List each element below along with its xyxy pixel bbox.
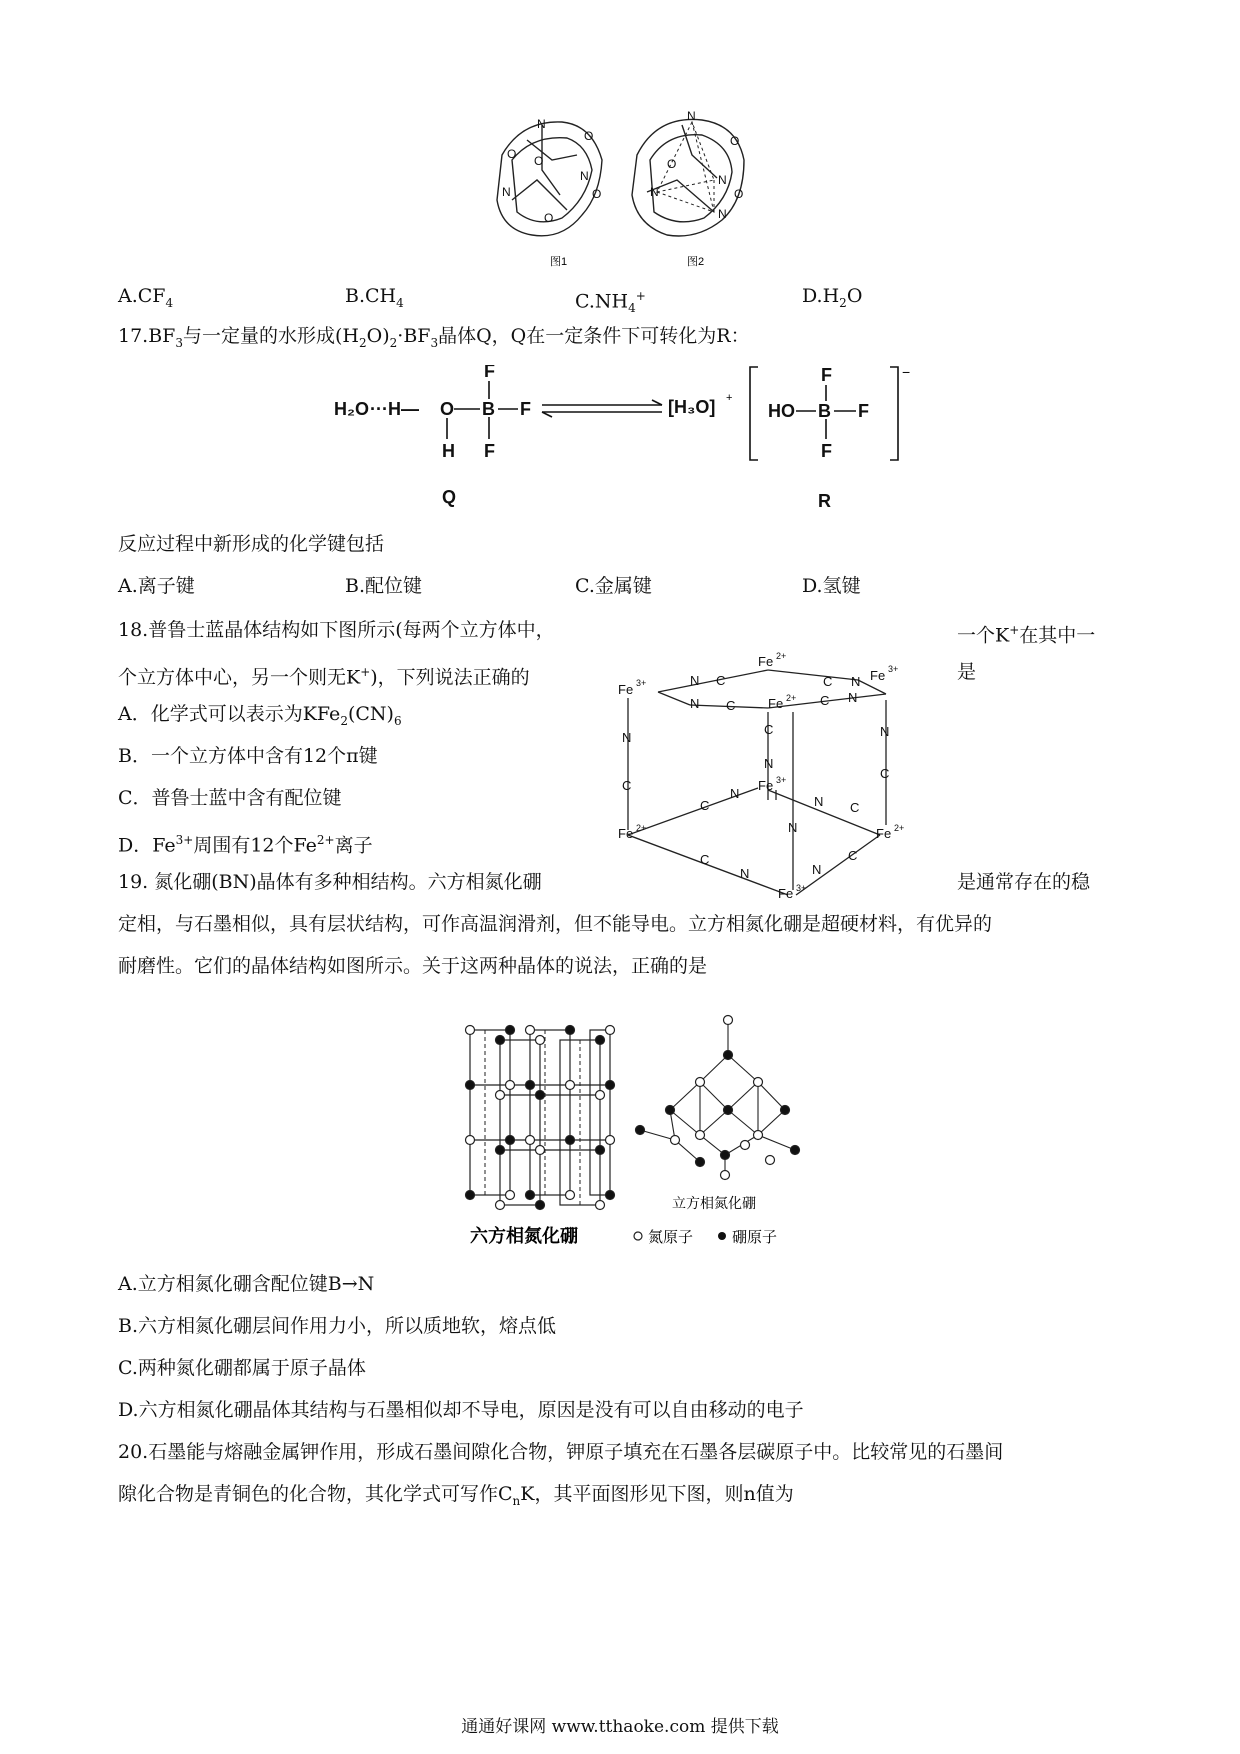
- reaction-scheme: [330, 365, 920, 515]
- svg-text:−: −: [902, 365, 911, 380]
- svg-text:2+: 2+: [776, 651, 787, 661]
- question-20-stem-line1: 20.石墨能与熔融金属钾作用，形成石墨间隙化合物，钾原子填充在石墨各层碳原子中。比较常见的石墨间: [118, 1441, 1004, 1463]
- nitrogen-legend-label: 氮原子: [648, 1229, 694, 1246]
- option-b: B.配位键: [345, 575, 423, 597]
- atom-label: N: [718, 173, 727, 187]
- atom-label: O: [730, 134, 740, 148]
- fe-label: Fe: [758, 654, 774, 669]
- option-b: B．一个立方体中含有12个π键: [118, 745, 378, 767]
- svg-text:HO: HO: [768, 401, 795, 421]
- option-d: $D.H_2O$: [802, 285, 863, 310]
- svg-text:N: N: [690, 696, 700, 711]
- svg-text:C: C: [700, 852, 710, 867]
- atom-label: O: [667, 157, 677, 171]
- svg-text:Q: Q: [442, 487, 457, 507]
- svg-text:C: C: [622, 778, 632, 793]
- option-c: C.两种氮化硼都属于原子晶体: [118, 1357, 366, 1379]
- atom-label: O: [544, 211, 554, 225]
- fe-label: Fe: [618, 682, 634, 697]
- svg-text:2+: 2+: [786, 693, 797, 703]
- boron-legend-icon: [718, 1232, 726, 1240]
- svg-text:N: N: [764, 756, 774, 771]
- question-19-stem-line1: 19. 氮化硼(BN)晶体有多种相结构。六方相氮化硼: [118, 871, 542, 893]
- option-b: $B.CH_4$: [345, 285, 404, 310]
- svg-text:H: H: [442, 441, 455, 461]
- svg-text:3+: 3+: [776, 775, 787, 785]
- svg-text:F: F: [520, 399, 531, 419]
- fe-label: Fe: [876, 826, 892, 841]
- question-17-stem: $17.BF_3$与一定量的水形成$(H_2O)_2\cdot BF_3$晶体Q，Q在一定条件下可转化为R：: [118, 325, 750, 350]
- svg-text:3+: 3+: [796, 883, 807, 893]
- svg-text:R: R: [818, 491, 831, 511]
- fe-label: Fe: [758, 778, 774, 793]
- footer-source: 通通好课网 www.tthaoke.com 提供下载: [461, 1717, 779, 1737]
- svg-text:N: N: [814, 794, 824, 809]
- svg-text:B: B: [482, 399, 495, 419]
- option-b: B.六方相氮化硼层间作用力小，所以质地软，熔点低: [118, 1315, 557, 1337]
- hex-bn-caption: 六方相氮化硼: [470, 1226, 578, 1246]
- option-c: $C.NH_4^+$: [575, 289, 646, 316]
- boron-legend-label: 硼原子: [732, 1229, 778, 1246]
- atom-label: O: [592, 187, 602, 201]
- svg-text:C: C: [716, 673, 726, 688]
- fe-label: Fe: [618, 826, 634, 841]
- option-a: A.立方相氮化硼含配位键B→N: [118, 1273, 375, 1295]
- svg-text:N: N: [812, 862, 822, 877]
- svg-text:+: +: [726, 392, 733, 404]
- cubic-bn-caption: 立方相氮化硼: [672, 1195, 756, 1211]
- option-a: A．化学式可以表示为$KFe_2(CN)_6$: [118, 703, 402, 728]
- svg-text:F: F: [484, 365, 495, 381]
- atom-label: N: [580, 169, 589, 183]
- svg-text:N: N: [880, 724, 890, 739]
- svg-text:[H₃O]: [H₃O]: [668, 397, 716, 417]
- svg-text:F: F: [821, 365, 832, 385]
- atom-label: N: [537, 117, 546, 131]
- svg-text:C: C: [823, 674, 833, 689]
- atom-label: O: [534, 154, 544, 168]
- option-d: D.六方相氮化硼晶体其结构与石墨相似却不导电，原因是没有可以自由移动的电子: [118, 1399, 804, 1421]
- svg-text:N: N: [690, 673, 700, 688]
- svg-text:3+: 3+: [888, 664, 899, 674]
- atom-label: O: [734, 187, 744, 201]
- svg-text:N: N: [740, 866, 750, 881]
- option-a: $A.CF_4$: [118, 285, 174, 310]
- question-20-stem-line2: 隙化合物是青铜色的化合物，其化学式可写作$C_nK$，其平面图形见下图，则n值为: [118, 1483, 794, 1508]
- svg-text:···H—: ···H—: [370, 399, 419, 419]
- atom-label: N: [502, 185, 511, 199]
- option-d: D.氢键: [802, 575, 861, 597]
- question-18-stem-line1-right: 一个K+在其中一: [957, 623, 1096, 647]
- svg-text:O: O: [440, 399, 455, 419]
- figure-label-2: 图2: [687, 256, 705, 268]
- svg-text:C: C: [848, 848, 858, 863]
- question-18-stem-line1: 18.普鲁士蓝晶体结构如下图所示(每两个立方体中，: [118, 619, 555, 641]
- svg-text:N: N: [788, 820, 798, 835]
- svg-text:3+: 3+: [636, 678, 647, 688]
- atom-label: O: [584, 129, 594, 143]
- svg-text:N: N: [848, 690, 858, 705]
- svg-text:N: N: [730, 786, 740, 801]
- boron-nitride-figure: [460, 1010, 840, 1250]
- svg-text:C: C: [700, 798, 710, 813]
- question-18-stem-line2: 个立方体中心，另一个则无K+)，下列说法正确的: [118, 665, 530, 689]
- fe-label: Fe: [778, 886, 794, 901]
- cryptand-figure: [482, 100, 762, 270]
- svg-text:C: C: [850, 800, 860, 815]
- svg-text:N: N: [622, 730, 632, 745]
- svg-text:C: C: [820, 693, 830, 708]
- fe-label: Fe: [768, 696, 784, 711]
- nitrogen-legend-icon: [634, 1232, 642, 1240]
- prussian-blue-figure: [618, 650, 938, 902]
- svg-text:F: F: [858, 401, 869, 421]
- svg-text:2+: 2+: [894, 823, 905, 833]
- question-19-stem-line3: 耐磨性。它们的晶体结构如图所示。关于这两种晶体的说法，正确的是: [118, 955, 708, 977]
- option-a: A.离子键: [118, 575, 195, 597]
- question-19-stem-line2: 定相，与石墨相似，具有层状结构，可作高温润滑剂，但不能导电。立方相氮化硼是超硬材料，有优异的: [118, 913, 993, 935]
- atom-label: N: [650, 185, 659, 199]
- svg-text:C: C: [726, 698, 736, 713]
- svg-text:2+: 2+: [636, 823, 647, 833]
- svg-text:N: N: [851, 674, 861, 689]
- figure-label-1: 图1: [550, 256, 568, 268]
- svg-text:H₂O: H₂O: [334, 399, 369, 419]
- question-19-stem-line1-right: 是通常存在的稳: [957, 871, 1091, 893]
- svg-text:B: B: [818, 401, 831, 421]
- svg-text:F: F: [484, 441, 495, 461]
- option-c: C．普鲁士蓝中含有配位键: [118, 787, 342, 809]
- question-17-prompt: 反应过程中新形成的化学键包括: [118, 533, 385, 555]
- atom-label: N: [718, 207, 727, 221]
- option-d: D．$Fe^{3+}$周围有12个$Fe^{2+}$离子: [118, 833, 373, 857]
- fe-label: Fe: [870, 668, 886, 683]
- atom-label: N: [687, 109, 696, 123]
- option-c: C.金属键: [575, 575, 652, 597]
- svg-text:F: F: [821, 441, 832, 461]
- svg-text:C: C: [764, 722, 774, 737]
- question-18-stem-line2-right: 是: [957, 661, 977, 683]
- svg-text:C: C: [880, 766, 890, 781]
- atom-label: O: [507, 147, 517, 161]
